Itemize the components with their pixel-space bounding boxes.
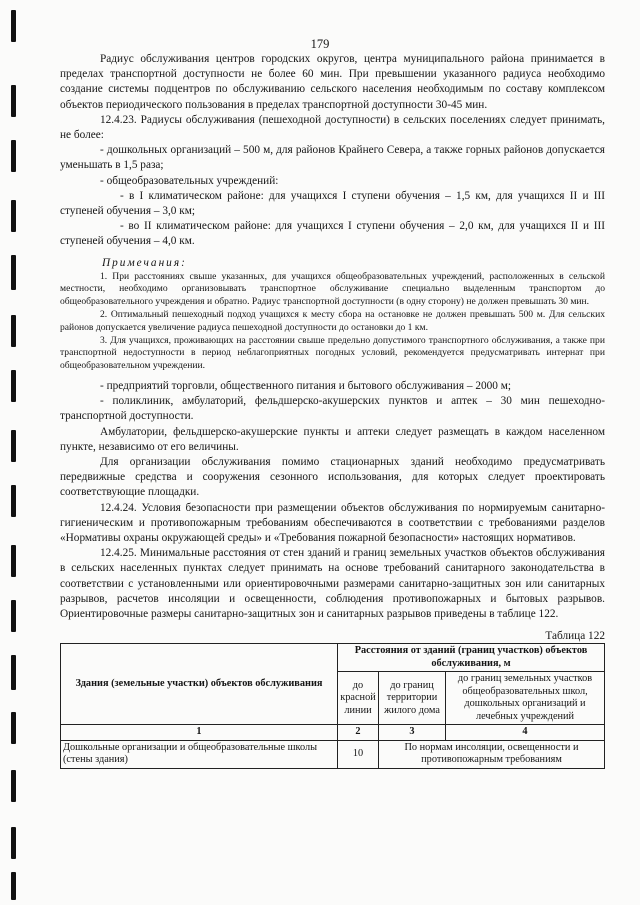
binder-mark <box>11 485 16 517</box>
table-column-number: 4 <box>446 725 605 741</box>
table-caption: Таблица 122 <box>545 630 605 643</box>
list-item: - во II климатическом районе: для учащихся I ступени обучения – 2,0 км, для учащихся II и III ступеней обучения – 4,0 км. <box>60 220 605 248</box>
note: 3. Для учащихся, проживающих на расстоянии свыше предельно допустимого транспортного обслуживания, а также при транспортной недоступности в период неблагоприятных погодных условий, рекомендуется предусматривать интернат при общеобразовательном учреждении. <box>60 334 605 372</box>
table-header-plots: до границ земельных участков общеобразовательных школ, дошкольных организаций и лечебных учреждений <box>446 672 605 725</box>
table-column-number: 3 <box>379 725 446 741</box>
binder-mark <box>11 315 16 347</box>
binder-mark <box>11 600 16 632</box>
binder-mark <box>11 255 16 290</box>
paragraph: 12.4.24. Условия безопасности при размещении объектов обслуживания по нормируемым санитарно-гигиеническим и противопожарным требованиям обеспечиваются в соответствии с требованиями разделов «Нормативы охраны окружающей среды» и «Требования пожарной безопасности» настоящих нормативов. <box>60 501 605 545</box>
paragraph: 12.4.25. Минимальные расстояния от стен зданий и границ земельных участков объектов обслуживания в сельских населенных пунктах следует принимать на основе требований санитарного законодательства в соответствии с установленными или ориентировочными размерами санитарно-защитных зон или санитарных разрывов, расчетов инсоляции и освещенности, соблюдения противопожарных и бытовых разрывов. Ориентировочные размеры санитарно-защитных зон и санитарных разрывов приведены в таблице 122. <box>60 547 605 621</box>
binder-mark <box>11 770 16 802</box>
binder-mark <box>11 545 16 577</box>
page-number: 179 <box>310 37 330 51</box>
table-row <box>61 740 605 768</box>
list-item: - общеобразовательных учреждений: <box>100 174 279 187</box>
binder-mark <box>11 370 16 402</box>
table-column-number: 1 <box>61 725 338 741</box>
page-body <box>60 52 605 769</box>
note: 1. При расстояниях свыше указанных, для учащихся общеобразовательных учреждений, расположенных в сельской местности, необходимо организовывать транспортное обслуживание специально выделенным транспортом до общеобразовательного учреждения и обратно. Радиус транспортной доступности (в одну сторону) не должен превышать 30 мин. <box>60 270 605 308</box>
binder-mark <box>11 872 16 900</box>
binder-mark <box>11 827 16 859</box>
table-cell-building: Дошкольные организации и общеобразовательные школы (стены здания) <box>61 740 338 768</box>
paragraph: Амбулатории, фельдшерско-акушерские пункты и аптеки следует размещать в каждом населенном пункте, независимо от его величины. <box>60 425 605 453</box>
binder-mark <box>11 655 16 690</box>
list-item: - поликлиник, амбулаторий, фельдшерско-акушерских пунктов и аптек – 30 мин пешеходно-транспортной доступности. <box>60 395 605 423</box>
list-item: - дошкольных организаций – 500 м, для районов Крайнего Севера, а также горных районов допускается уменьшать в 1,5 раза; <box>60 144 605 172</box>
binder-mark <box>11 200 16 232</box>
list-item: - в I климатическом районе: для учащихся I ступени обучения – 1,5 км, для учащихся II и III ступеней обучения – 3,0 км; <box>60 189 605 218</box>
table-header-residential: до границ территории жилого дома <box>379 672 446 725</box>
paragraph: Для организации обслуживания помимо стационарных зданий необходимо предусматривать передвижные средства и сооружения сезонного использования, для которых следует проектировать соответствующие площадки. <box>60 456 605 499</box>
table-cell-note: По нормам инсоляции, освещенности и противопожарным требованиям <box>379 740 605 768</box>
binder-mark <box>11 712 16 744</box>
notes-title: Примечания: <box>102 256 187 269</box>
table-header-red-line: до красной линии <box>338 672 379 725</box>
note: 2. Оптимальный пешеходный подход учащихся к месту сбора на остановке не должен превышать 500 м. Для сельских районов допускается увеличение радиуса пешеходной доступности до остановки до 1 км. <box>60 309 605 333</box>
binder-mark <box>11 140 16 172</box>
table-column-number: 2 <box>338 725 379 741</box>
paragraph: Радиус обслуживания центров городских округов, центра муниципального района принимается в пределах транспортной доступности не более 60 мин. При превышении указанного радиуса необходимо создание системы подцентров по обслуживанию сельского населения необходимым по составу комплексом объектов периодического пользования в пределах транспортной доступности 30-45 мин. <box>60 53 605 111</box>
table-header-building: Здания (земельные участки) объектов обслуживания <box>61 644 338 725</box>
paragraph: 12.4.23. Радиусы обслуживания (пешеходной доступности) в сельских поселениях следует принимать, не более: <box>60 113 605 142</box>
list-item: - предприятий торговли, общественного питания и бытового обслуживания – 2000 м; <box>100 380 512 393</box>
table-header-distances: Расстояния от зданий (границ участков) объектов обслуживания, м <box>338 644 605 672</box>
binder-mark <box>11 85 16 117</box>
distance-table <box>60 643 605 769</box>
binder-mark <box>11 430 16 462</box>
table-cell-red-line: 10 <box>338 740 379 768</box>
